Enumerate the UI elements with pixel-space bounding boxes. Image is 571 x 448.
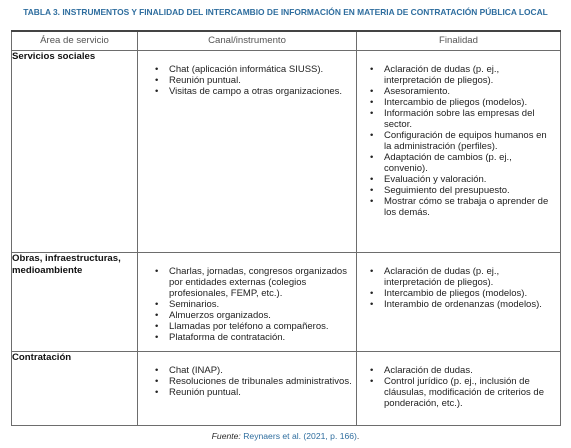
finalidad-cell	[357, 51, 561, 253]
canal-list	[138, 51, 356, 97]
list-item: • Aclaración de dudas (p. ej., interpretación de pliegos).	[384, 64, 556, 86]
list-item: • Seminarios.	[169, 299, 352, 310]
table-row	[12, 51, 561, 253]
list-item: • Asesoramiento.	[384, 86, 556, 97]
canal-cell	[138, 51, 357, 253]
list-item: • Evaluación y valoración.	[384, 174, 556, 185]
list-item: • Seguimiento del presupuesto.	[384, 185, 556, 196]
source-period: .	[356, 431, 360, 441]
table-row	[12, 253, 561, 352]
list-item: • Plataforma de contratación.	[169, 332, 352, 343]
header-canal: Canal/instrumento	[138, 31, 357, 51]
area-cell: Servicios sociales	[12, 51, 138, 253]
list-item: • Control jurídico (p. ej., inclusión de cláusulas, modificación de criterios de ponderación, etc.).	[384, 376, 556, 409]
canal-list	[138, 352, 356, 398]
list-item: • Llamadas por teléfono a compañeros.	[169, 321, 352, 332]
list-item: • Configuración de equipos humanos en la administración (perfiles).	[384, 130, 556, 152]
list-item: • Intercambio de pliegos (modelos).	[384, 288, 556, 299]
list-item: • Resoluciones de tribunales administrativos.	[169, 376, 352, 387]
data-table	[11, 30, 561, 426]
list-item: • Reunión puntual.	[169, 387, 352, 398]
list-item: • Chat (INAP).	[169, 365, 352, 376]
table-header-row	[12, 31, 561, 51]
source-note	[0, 431, 571, 441]
canal-list	[138, 253, 356, 343]
source-label: Fuente:	[211, 431, 241, 441]
area-cell: Obras, infraestructuras, medioambiente	[12, 253, 138, 352]
source-reference: Reynaers et al. (2021, p. 166)	[243, 431, 357, 441]
list-item: • Intercambio de pliegos (modelos).	[384, 97, 556, 108]
canal-cell	[138, 352, 357, 426]
list-item: • Aclaración de dudas (p. ej., interpretación de pliegos).	[384, 266, 556, 288]
canal-cell	[138, 253, 357, 352]
finalidad-cell	[357, 352, 561, 426]
finalidad-list	[357, 51, 560, 218]
area-cell: Contratación	[12, 352, 138, 426]
list-item: • Chat (aplicación informática SIUSS).	[169, 64, 352, 75]
list-item: • Interambio de ordenanzas (modelos).	[384, 299, 556, 310]
list-item: • Almuerzos organizados.	[169, 310, 352, 321]
header-finalidad: Finalidad	[357, 31, 561, 51]
list-item: • Información sobre las empresas del sector.	[384, 108, 556, 130]
finalidad-cell	[357, 253, 561, 352]
list-item: • Adaptación de cambios (p. ej., convenio).	[384, 152, 556, 174]
list-item: • Visitas de campo a otras organizaciones.	[169, 86, 352, 97]
list-item: • Reunión puntual.	[169, 75, 352, 86]
list-item: • Mostrar cómo se trabaja o aprender de los demás.	[384, 196, 556, 218]
table-row	[12, 352, 561, 426]
list-item: • Aclaración de dudas.	[384, 365, 556, 376]
header-area: Área de servicio	[12, 31, 138, 51]
finalidad-list	[357, 253, 560, 310]
table-caption: TABLA 3. INSTRUMENTOS Y FINALIDAD DEL INTERCAMBIO DE INFORMACIÓN EN MATERIA DE CONTRATACIÓN PÚBLICA LOCAL	[23, 7, 548, 17]
list-item: • Charlas, jornadas, congresos organizados por entidades externas (colegios profesionales, FEMP, etc.).	[169, 266, 352, 299]
finalidad-list	[357, 352, 560, 409]
